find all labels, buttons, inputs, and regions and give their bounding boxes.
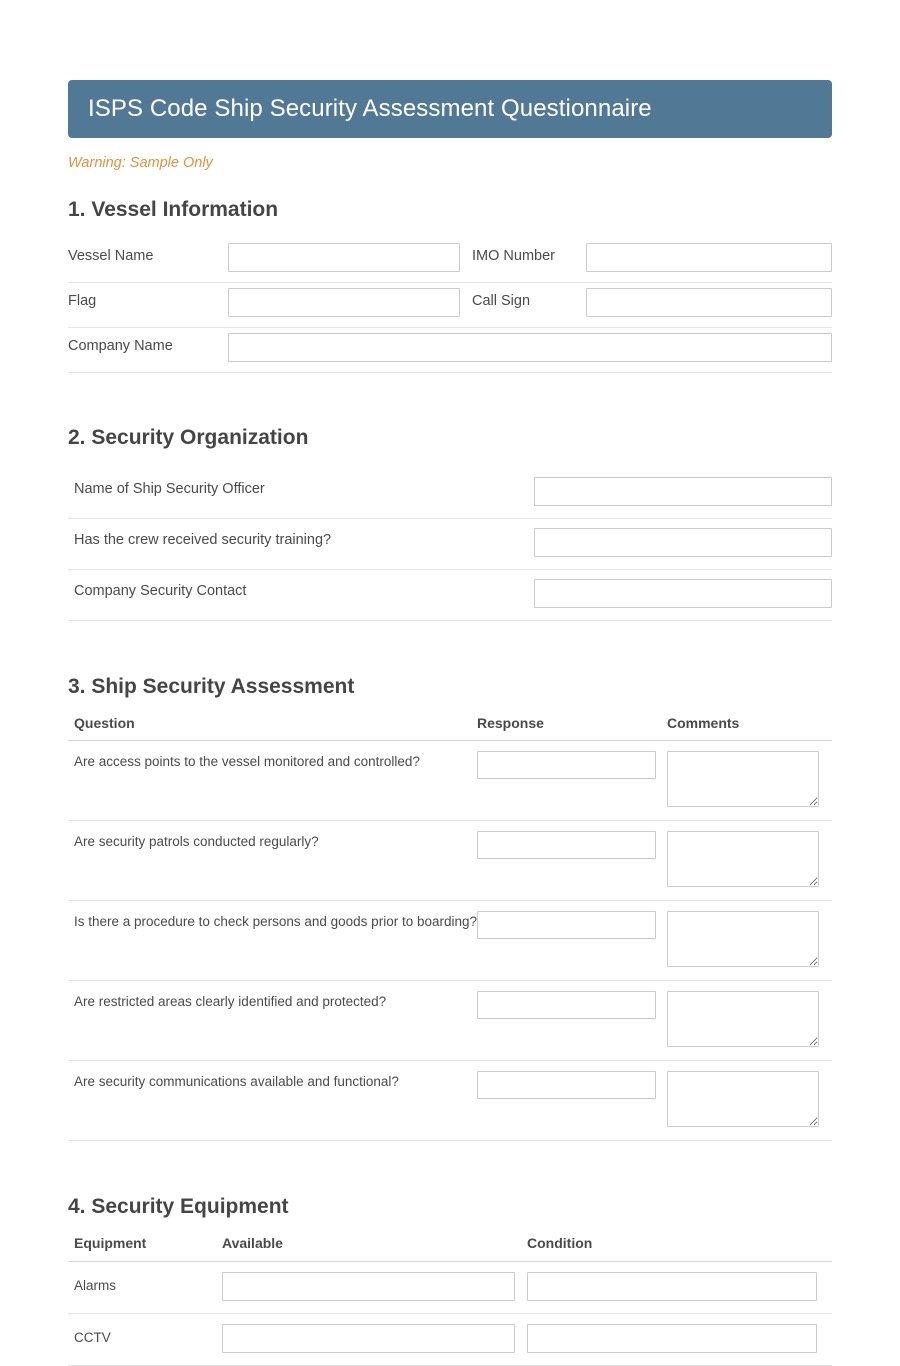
sample-warning-text: Warning: Sample Only xyxy=(68,155,213,171)
assessment-response-cell xyxy=(477,991,667,1019)
field-wrap-company-security-contact xyxy=(534,579,832,608)
section-title-ship-security-assessment: 3. Ship Security Assessment xyxy=(68,674,355,698)
assessment-comments-cell xyxy=(667,1071,832,1127)
assessment-comments-textarea[interactable] xyxy=(667,1071,819,1127)
table-row xyxy=(68,1314,832,1366)
assessment-table-header xyxy=(68,715,832,741)
assessment-comments-textarea[interactable] xyxy=(667,911,819,967)
assessment-question-text: Are access points to the vessel monitored and controlled? xyxy=(74,754,420,770)
column-header-equipment: Equipment xyxy=(74,1235,147,1252)
label-company-security-contact: Company Security Contact xyxy=(74,582,247,599)
equipment-available-cell xyxy=(222,1272,527,1301)
table-row xyxy=(68,821,832,901)
assessment-comments-textarea[interactable] xyxy=(667,991,819,1047)
table-row xyxy=(68,901,832,981)
column-header-response: Response xyxy=(477,715,544,732)
label-call-sign: Call Sign xyxy=(472,292,531,309)
page-header-bar xyxy=(68,80,832,138)
form-row-vessel-name-imo xyxy=(68,238,832,283)
company-name-input[interactable] xyxy=(228,333,832,362)
assessment-question-text: Is there a procedure to check persons and goods prior to boarding? xyxy=(74,914,478,930)
form-row-ship-security-officer xyxy=(68,468,832,519)
equipment-condition-cell xyxy=(527,1272,832,1301)
form-row-company-name xyxy=(68,328,832,373)
field-wrap-call-sign xyxy=(586,283,832,327)
security-equipment-table xyxy=(68,1235,832,1366)
field-wrap-company-name xyxy=(228,328,832,372)
assessment-response-cell xyxy=(477,911,667,939)
ship-security-assessment-table xyxy=(68,715,832,1141)
table-row xyxy=(68,1061,832,1141)
assessment-response-input[interactable] xyxy=(477,1071,656,1099)
assessment-response-cell xyxy=(477,831,667,859)
equipment-condition-cell xyxy=(527,1324,832,1353)
equipment-name-text: Alarms xyxy=(74,1278,117,1294)
section-ship-security-assessment xyxy=(68,674,832,1141)
flag-input[interactable] xyxy=(228,288,460,317)
form-row-crew-security-training xyxy=(68,519,832,570)
company-security-contact-input[interactable] xyxy=(534,579,832,608)
imo-number-input[interactable] xyxy=(586,243,832,272)
assessment-comments-cell xyxy=(667,911,832,967)
section-security-equipment xyxy=(68,1194,832,1366)
assessment-comments-cell xyxy=(667,751,832,807)
table-row xyxy=(68,1262,832,1314)
section-title-vessel-information: 1. Vessel Information xyxy=(68,197,279,221)
label-flag: Flag xyxy=(68,292,97,309)
assessment-comments-cell xyxy=(667,991,832,1047)
form-row-company-security-contact xyxy=(68,570,832,621)
vessel-information-grid xyxy=(68,238,832,373)
equipment-available-input[interactable] xyxy=(222,1324,515,1353)
field-wrap-ship-security-officer xyxy=(534,477,832,506)
field-wrap-imo-number xyxy=(586,238,832,282)
section-title-security-organization: 2. Security Organization xyxy=(68,425,309,449)
field-wrap-crew-security-training xyxy=(534,528,832,557)
label-company-name: Company Name xyxy=(68,337,173,354)
label-vessel-name: Vessel Name xyxy=(68,247,154,264)
table-row xyxy=(68,741,832,821)
column-header-available: Available xyxy=(222,1235,283,1252)
assessment-question-text: Are restricted areas clearly identified and protected? xyxy=(74,994,387,1010)
ship-security-officer-input[interactable] xyxy=(534,477,832,506)
label-ship-security-officer: Name of Ship Security Officer xyxy=(74,480,265,497)
section-vessel-information xyxy=(68,197,832,373)
equipment-condition-input[interactable] xyxy=(527,1324,817,1353)
equipment-name-text: CCTV xyxy=(74,1330,111,1346)
table-row xyxy=(68,981,832,1061)
assessment-response-cell xyxy=(477,751,667,779)
label-crew-security-training: Has the crew received security training? xyxy=(74,531,332,548)
field-wrap-flag xyxy=(228,283,460,327)
assessment-response-input[interactable] xyxy=(477,911,656,939)
field-wrap-vessel-name xyxy=(228,238,460,282)
label-imo-number: IMO Number xyxy=(472,247,555,264)
assessment-response-cell xyxy=(477,1071,667,1099)
assessment-response-input[interactable] xyxy=(477,991,656,1019)
column-header-comments: Comments xyxy=(667,715,740,732)
assessment-response-input[interactable] xyxy=(477,831,656,859)
equipment-available-cell xyxy=(222,1324,527,1353)
assessment-comments-textarea[interactable] xyxy=(667,751,819,807)
call-sign-input[interactable] xyxy=(586,288,832,317)
form-row-flag-call-sign xyxy=(68,283,832,328)
column-header-question: Question xyxy=(74,715,135,732)
page-title: ISPS Code Ship Security Assessment Questionnaire xyxy=(88,95,652,122)
equipment-table-header xyxy=(68,1235,832,1262)
assessment-comments-cell xyxy=(667,831,832,887)
section-title-security-equipment: 4. Security Equipment xyxy=(68,1195,289,1219)
crew-security-training-input[interactable] xyxy=(534,528,832,557)
section-security-organization xyxy=(68,425,832,621)
equipment-condition-input[interactable] xyxy=(527,1272,817,1301)
assessment-question-text: Are security patrols conducted regularly? xyxy=(74,834,319,850)
assessment-response-input[interactable] xyxy=(477,751,656,779)
assessment-question-text: Are security communications available and functional? xyxy=(74,1074,399,1090)
column-header-condition: Condition xyxy=(527,1235,593,1252)
assessment-comments-textarea[interactable] xyxy=(667,831,819,887)
vessel-name-input[interactable] xyxy=(228,243,460,272)
security-organization-grid xyxy=(68,468,832,621)
equipment-available-input[interactable] xyxy=(222,1272,515,1301)
